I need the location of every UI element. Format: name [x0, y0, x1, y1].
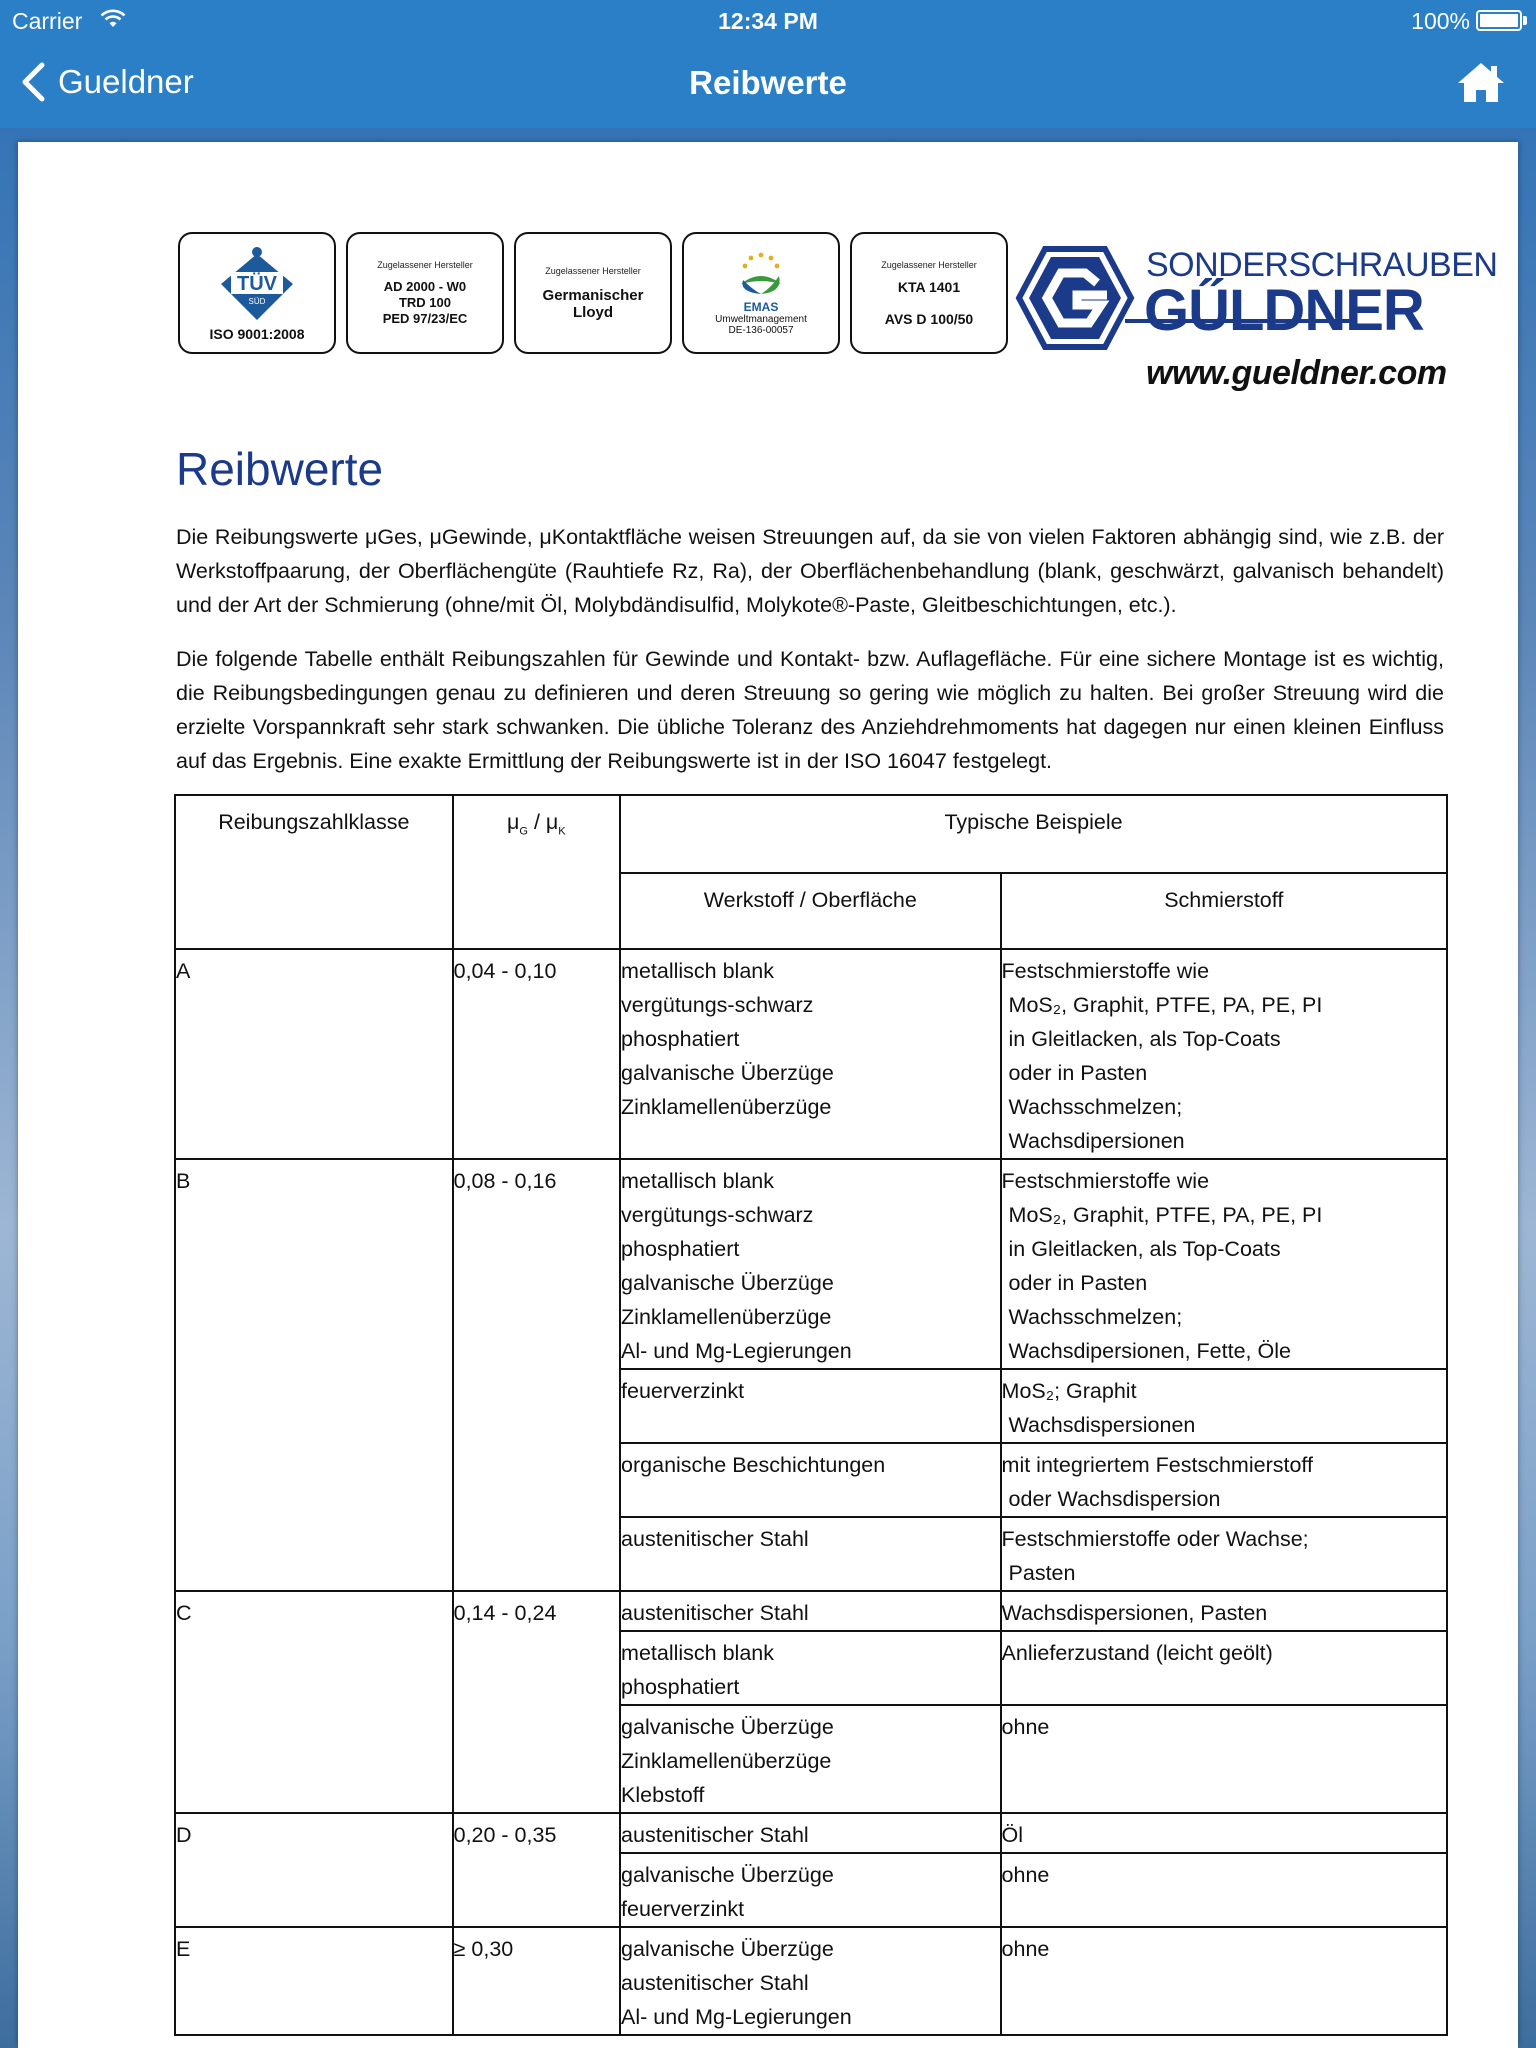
top-bar: [0, 0, 1536, 128]
cell-werkstoff-line: metallisch blank: [621, 1641, 775, 1665]
table-row: [175, 1927, 1447, 2035]
cell-klasse: B: [175, 1159, 453, 1591]
tuv-badge-icon: [217, 244, 297, 322]
battery-tip: [1523, 16, 1527, 25]
cell-werkstoff-line: austenitischer Stahl: [621, 1971, 809, 1995]
navigation-bar: [0, 40, 1536, 128]
cell-werkstoff: [620, 1369, 1000, 1443]
carrier-label: Carrier: [12, 8, 83, 34]
cell-schmierstoff-line: Pasten: [1008, 1561, 1076, 1585]
svg-text:TÜV: TÜV: [237, 273, 277, 295]
cell-mu-range: 0,04 - 0,10: [453, 949, 620, 1159]
cell-werkstoff: [620, 1813, 1000, 1853]
cell-werkstoff-line: vergütungs-schwarz: [621, 993, 814, 1017]
cell-schmierstoff-line: in Gleitlacken, als Top-Coats: [1008, 1027, 1281, 1051]
cell-schmierstoff: [1001, 1443, 1447, 1517]
cell-mu-range: 0,14 - 0,24: [453, 1591, 620, 1813]
cell-schmierstoff-line: Festschmierstoffe wie: [1001, 1169, 1210, 1193]
cert-line: TRD 100: [398, 294, 451, 310]
cell-schmierstoff-line: MoS₂; Graphit: [1001, 1379, 1137, 1403]
cell-schmierstoff-line: oder in Pasten: [1008, 1271, 1148, 1295]
cell-werkstoff-line: Zinklamellenüberzüge: [621, 1095, 832, 1119]
cell-werkstoff: [620, 1517, 1000, 1591]
table-description-paragraph: Die folgende Tabelle enthält Reibungszahlen für Gewinde und Kontakt- bzw. Auflagefläche. Für eine sichere Montage ist es wichtig, die Reibungsbedingungen genau zu definieren und deren Streuung so gering wie möglich zu halten. Bei großer Streuung wird die erzielte Vorspannkraft sehr stark schwanken. Die übliche Toleranz des Anziehdrehmoments hat dagegen nur einen kleinen Einfluss auf das Ergebnis. Eine exakte Ermittlung der Reibungswerte ist in der ISO 16047 festgelegt.: [176, 647, 1444, 773]
cert-line: PED 97/23/EC: [382, 310, 468, 326]
cell-schmierstoff-line: Öl: [1001, 1823, 1024, 1847]
cell-mu-range: 0,20 - 0,35: [453, 1813, 620, 1927]
document-heading: Reibwerte: [176, 443, 384, 495]
cert-small-label: Zugelassener Hersteller: [545, 265, 641, 276]
cell-werkstoff: [620, 1443, 1000, 1517]
cell-werkstoff: [620, 1853, 1000, 1927]
cell-mu-range: ≥ 0,30: [453, 1927, 620, 2035]
cell-schmierstoff-line: Wachsschmelzen;: [1008, 1305, 1183, 1329]
cell-schmierstoff-line: Wachsdispersionen: [1008, 1413, 1196, 1437]
logo-text-brand: GŰLDNER: [1144, 278, 1424, 343]
cell-schmierstoff: [1001, 1705, 1447, 1813]
cell-schmierstoff: [1001, 1813, 1447, 1853]
battery-fill: [1480, 14, 1518, 27]
cell-mu-range: 0,08 - 0,16: [453, 1159, 620, 1591]
cert-line: Lloyd: [572, 303, 613, 321]
header-klasse: Reibungszahlklasse: [175, 795, 453, 949]
cert-line: AD 2000 - W0: [383, 278, 467, 294]
clock: 12:34 PM: [718, 8, 818, 34]
intro-paragraph: Die Reibungswerte μGes, μGewinde, μKontaktfläche weisen Streuungen auf, da sie von vielen Faktoren abhängig sind, wie z.B. der Werkstoffpaarung, der Oberflächengüte (Rauhtiefe Rz, Ra), der Oberflächenbehandlung (blank, geschwärzt, galvanisch behandelt) und der Art der Schmierung (ohne/mit Öl, Molybdändisulfid, Molykote®-Paste, Gleitbeschichtungen, etc.).: [176, 525, 1444, 617]
cell-werkstoff-line: Al- und Mg-Legierungen: [621, 2005, 852, 2029]
cert-emas: [682, 232, 840, 354]
emas-logo-icon: [731, 250, 791, 300]
cell-werkstoff-line: feuerverzinkt: [621, 1379, 745, 1403]
cert-germanischer-lloyd: [514, 232, 672, 354]
cell-schmierstoff-line: Anlieferzustand (leicht geölt): [1001, 1641, 1273, 1665]
cert-ad2000: [346, 232, 504, 354]
cell-schmierstoff-line: MoS₂, Graphit, PTFE, PA, PE, PI: [1008, 993, 1323, 1017]
cell-werkstoff-line: galvanische Überzüge: [621, 1863, 834, 1887]
cell-werkstoff: [620, 1705, 1000, 1813]
cell-werkstoff-line: galvanische Überzüge: [621, 1715, 834, 1739]
document-page: [18, 142, 1518, 2048]
cell-schmierstoff-line: mit integriertem Festschmierstoff: [1001, 1453, 1313, 1477]
cert-kta: [850, 232, 1008, 354]
friction-table: [174, 794, 1448, 2036]
page-title: Reibwerte: [689, 64, 847, 101]
cell-klasse: C: [175, 1591, 453, 1813]
table-body: [175, 949, 1447, 2035]
battery-icon: [1476, 10, 1522, 31]
cell-werkstoff-line: Al- und Mg-Legierungen: [621, 1339, 852, 1363]
cert-tuv: [178, 232, 336, 354]
cell-werkstoff-line: austenitischer Stahl: [621, 1527, 809, 1551]
table-row: [175, 949, 1447, 1159]
cell-schmierstoff: [1001, 1517, 1447, 1591]
cell-werkstoff-line: Zinklamellenüberzüge: [621, 1305, 832, 1329]
cell-werkstoff-line: galvanische Überzüge: [621, 1937, 834, 1961]
cell-werkstoff-line: austenitischer Stahl: [621, 1823, 809, 1847]
header-schmierstoff: Schmierstoff: [1001, 873, 1447, 949]
cell-werkstoff: [620, 1591, 1000, 1631]
website-url: www.gueldner.com: [1146, 354, 1447, 392]
cell-klasse: A: [175, 949, 453, 1159]
cell-werkstoff: [620, 1159, 1000, 1369]
cert-small-label: Zugelassener Hersteller: [881, 259, 977, 270]
table-row: [175, 1813, 1447, 1853]
cell-werkstoff-line: galvanische Überzüge: [621, 1061, 834, 1085]
cell-schmierstoff-line: Wachsdipersionen: [1008, 1129, 1185, 1153]
cell-werkstoff-line: organische Beschichtungen: [621, 1453, 886, 1477]
cell-schmierstoff-line: Festschmierstoffe oder Wachse;: [1001, 1527, 1309, 1551]
cell-werkstoff-line: vergütungs-schwarz: [621, 1203, 814, 1227]
cert-small-label: Zugelassener Hersteller: [377, 259, 473, 270]
cert-line: AVS D 100/50: [884, 310, 974, 327]
cell-schmierstoff: [1001, 1159, 1447, 1369]
cert-line: Umweltmanagement: [715, 314, 807, 325]
cell-werkstoff-line: Klebstoff: [621, 1783, 705, 1807]
status-bar: [0, 0, 1536, 40]
cell-schmierstoff-line: oder Wachsdispersion: [1008, 1487, 1221, 1511]
cell-werkstoff-line: phosphatiert: [621, 1237, 740, 1261]
cell-schmierstoff: [1001, 1631, 1447, 1705]
cert-line: KTA 1401: [897, 278, 961, 295]
cell-schmierstoff-line: ohne: [1001, 1937, 1050, 1961]
cell-werkstoff-line: Zinklamellenüberzüge: [621, 1749, 832, 1773]
svg-text:SÜD: SÜD: [248, 297, 266, 306]
cell-werkstoff-line: austenitischer Stahl: [621, 1601, 809, 1625]
cell-schmierstoff-line: Festschmierstoffe wie: [1001, 959, 1210, 983]
cell-schmierstoff: [1001, 1591, 1447, 1631]
cell-werkstoff-line: metallisch blank: [621, 1169, 775, 1193]
logo-text-top: SONDERSCHRAUBEN: [1146, 246, 1498, 284]
table-row: [175, 1591, 1447, 1631]
cell-schmierstoff: [1001, 949, 1447, 1159]
cell-klasse: E: [175, 1927, 453, 2035]
header-werkstoff: Werkstoff / Oberfläche: [620, 873, 1000, 949]
cell-schmierstoff-line: in Gleitlacken, als Top-Coats: [1008, 1237, 1281, 1261]
cell-werkstoff-line: metallisch blank: [621, 959, 775, 983]
cell-schmierstoff: [1001, 1853, 1447, 1927]
cell-werkstoff-line: phosphatiert: [621, 1027, 740, 1051]
cell-werkstoff: [620, 1927, 1000, 2035]
header-mu: $\mu_G / \mu_K$: [453, 795, 620, 949]
cell-schmierstoff-line: Wachsschmelzen;: [1008, 1095, 1183, 1119]
cell-werkstoff: [620, 949, 1000, 1159]
cell-werkstoff: [620, 1631, 1000, 1705]
cell-werkstoff-line: galvanische Überzüge: [621, 1271, 834, 1295]
certification-badges: [178, 232, 1008, 354]
header-beispiele: Typische Beispiele: [620, 795, 1447, 873]
cert-line: Germanischer: [542, 286, 644, 304]
emas-name: EMAS: [743, 300, 779, 314]
cell-schmierstoff-line: ohne: [1001, 1715, 1050, 1739]
back-label: Gueldner: [58, 63, 194, 100]
cell-schmierstoff-line: Wachsdipersionen, Fette, Öle: [1008, 1339, 1291, 1363]
cell-schmierstoff: [1001, 1927, 1447, 2035]
cell-werkstoff-line: feuerverzinkt: [621, 1897, 745, 1921]
table-row: [175, 1159, 1447, 1369]
cell-werkstoff-line: phosphatiert: [621, 1675, 740, 1699]
battery-percent: 100%: [1411, 8, 1470, 34]
cell-schmierstoff: [1001, 1369, 1447, 1443]
cell-schmierstoff-line: Wachsdispersionen, Pasten: [1001, 1601, 1268, 1625]
cell-schmierstoff-line: ohne: [1001, 1863, 1050, 1887]
cert-line: DE-136-00057: [728, 325, 794, 336]
cell-schmierstoff-line: oder in Pasten: [1008, 1061, 1148, 1085]
home-icon[interactable]: [1456, 60, 1506, 104]
cell-schmierstoff-line: MoS₂, Graphit, PTFE, PA, PE, PI: [1008, 1203, 1323, 1227]
cert-tuv-label: ISO 9001:2008: [209, 326, 305, 342]
cell-klasse: D: [175, 1813, 453, 1927]
